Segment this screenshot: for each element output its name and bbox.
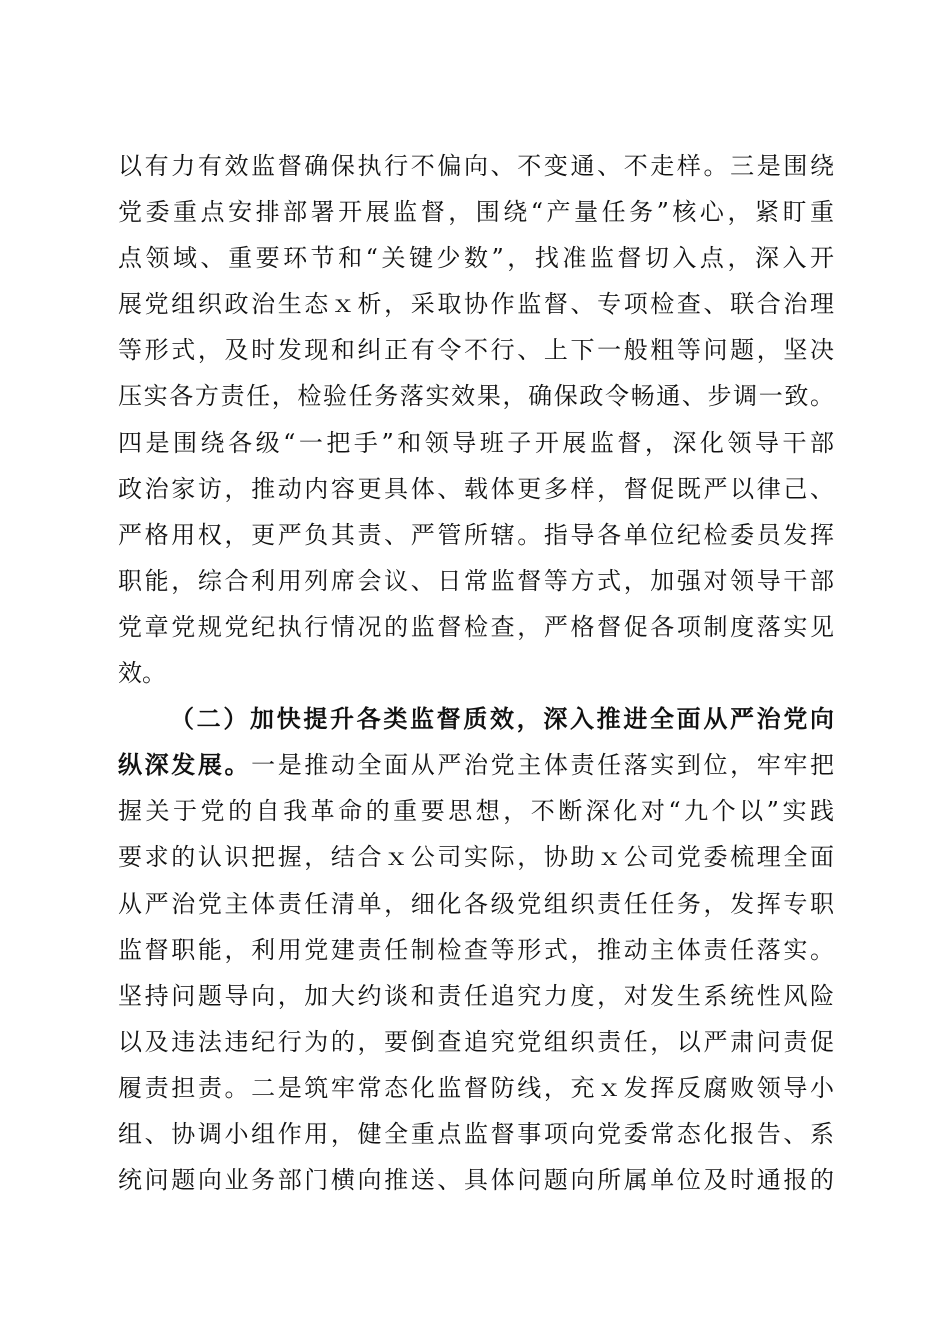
text-line: 展党组织政治生态ｘ析，采取协作监督、专项检查、联合治理 bbox=[118, 290, 834, 319]
text-line: 党委重点安排部署开展监督，围绕“产量任务”核心，紧盯重 bbox=[118, 198, 834, 227]
text-line: 以有力有效监督确保执行不偏向、不变通、不走样。三是围绕 bbox=[118, 152, 834, 180]
text-line bbox=[118, 742, 834, 788]
section-heading-continued: 纵深发展。 bbox=[118, 750, 252, 780]
text-line: 四是围绕各级“一把手”和领导班子开展监督，深化领导干部 bbox=[118, 428, 834, 457]
text-line: 职能，综合利用列席会议、日常监督等方式，加强对领导干部 bbox=[118, 566, 834, 595]
text-line: 点领域、重要环节和“关键少数”，找准监督切入点，深入开 bbox=[118, 244, 834, 273]
text-line: 从严治党主体责任清单，细化各级党组织责任任务，发挥专职 bbox=[118, 889, 834, 918]
text-line: 履责担责。二是筑牢常态化监督防线，充ｘ发挥反腐败领导小 bbox=[118, 1073, 834, 1102]
text-line-rest: 一是推动全面从严治党主体责任落实到位，牢牢把 bbox=[251, 751, 834, 780]
text-line: 坚持问题导向，加大约谈和责任追究力度，对发生系统性风险 bbox=[118, 981, 834, 1010]
text-line: 严格用权，更严负其责、严管所辖。指导各单位纪检委员发挥 bbox=[118, 520, 834, 549]
text-line: 政治家访，推动内容更具体、载体更多样，督促既严以律己、 bbox=[118, 474, 834, 503]
section-heading: （二）加快提升各类监督质效，深入推进全面从严治党向 bbox=[170, 704, 834, 734]
paragraph-1 bbox=[118, 143, 834, 696]
text-line: 组、协调小组作用，健全重点监督事项向党委常态化报告、系 bbox=[118, 1119, 834, 1148]
paragraph-2 bbox=[118, 696, 834, 1203]
text-line: 要求的认识把握，结合ｘ公司实际，协助ｘ公司党委梳理全面 bbox=[118, 843, 834, 872]
text-line: 统问题向业务部门横向推送、具体问题向所属单位及时通报的 bbox=[118, 1166, 834, 1195]
text-line: 握关于党的自我革命的重要思想，不断深化对“九个以”实践 bbox=[118, 797, 834, 826]
text-line: 监督职能，利用党建责任制检查等形式，推动主体责任落实。 bbox=[118, 935, 834, 964]
text-line: 压实各方责任，检验任务落实效果，确保政令畅通、步调一致。 bbox=[118, 382, 834, 411]
text-line: 党章党规党纪执行情况的监督检查，严格督促各项制度落实见 bbox=[118, 612, 834, 641]
text-line: 等形式，及时发现和纠正有令不行、上下一般粗等问题，坚决 bbox=[118, 336, 834, 365]
text-line: 效。 bbox=[118, 659, 166, 688]
text-line: 以及违法违纪行为的，要倒查追究党组织责任，以严肃问责促 bbox=[118, 1027, 834, 1056]
document-body bbox=[118, 143, 834, 1203]
